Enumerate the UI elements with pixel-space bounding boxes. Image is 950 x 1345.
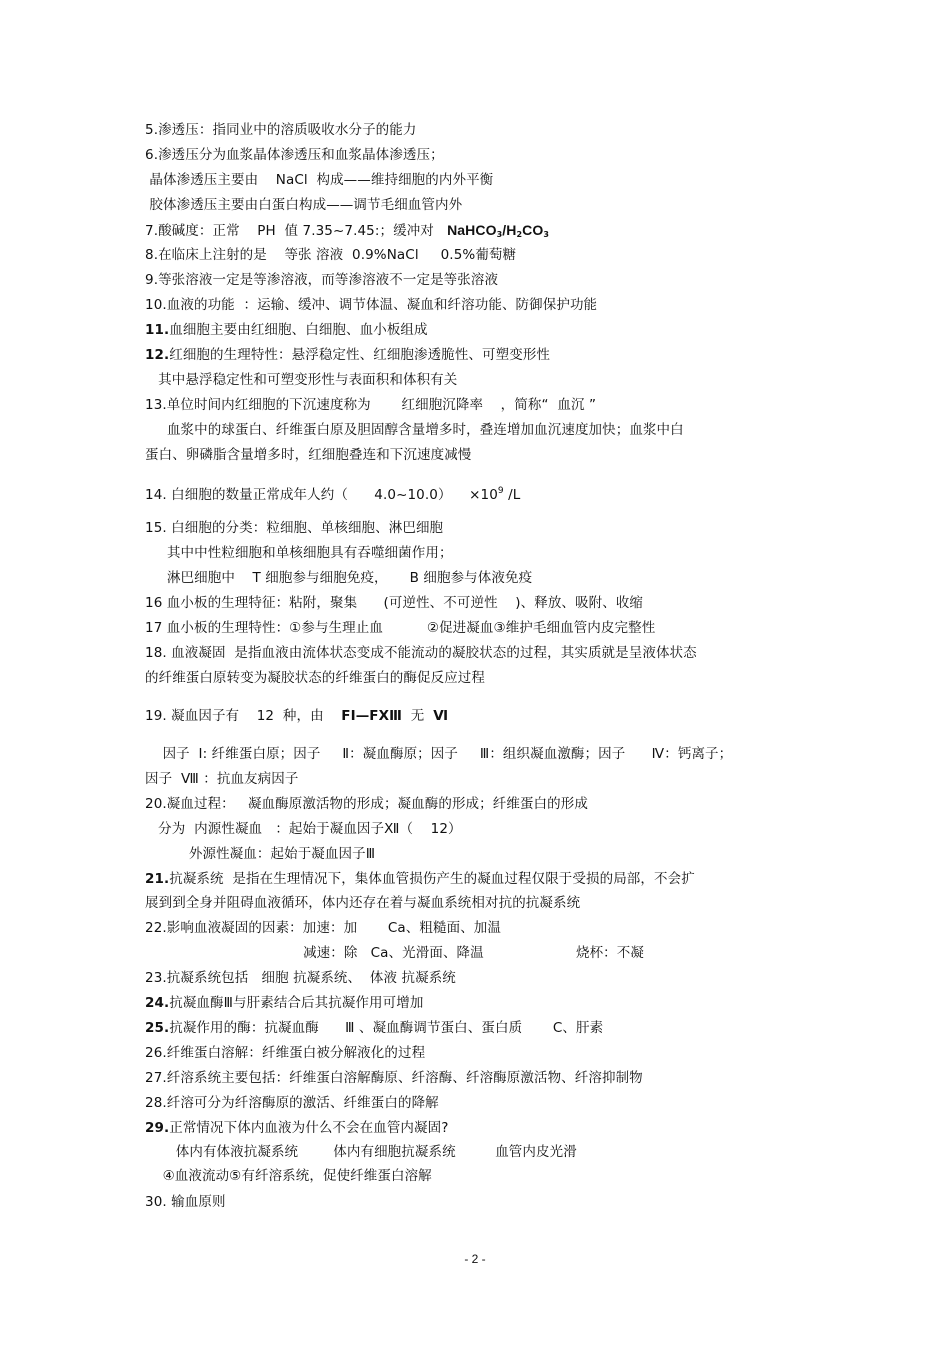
text-line [145, 421, 684, 439]
factor-range: FⅠ—FⅩⅢ [341, 708, 403, 724]
buffer-formula-part: CO [522, 222, 544, 238]
line-text: 正常情况下体内血液为什么不会在血管内凝固? [169, 1120, 449, 1136]
subscript: 3 [543, 230, 549, 239]
line-text: 因子 Ⅷ ：抗血友病因子 [145, 771, 299, 787]
line-text: 血细胞主要由红细胞、白细胞、血小板组成 [169, 322, 428, 338]
line-text: 8.在临床上注射的是 等张 溶液 0.9%NaCl 0.5%葡萄糖 [145, 247, 517, 263]
line-text: 其中悬浮稳定性和可塑变形性与表面积和体积有关 [145, 372, 458, 388]
buffer-formula-part: NaHCO [447, 222, 497, 238]
line-text: 晶体渗透压主要由 NaCl 构成——维持细胞的内外平衡 [145, 172, 494, 188]
text-line [145, 121, 416, 139]
text-line [145, 519, 443, 537]
line-text: 15. 白细胞的分类：粒细胞、单核细胞、淋巴细胞 [145, 520, 444, 536]
line-text: 分为 内源性凝血 ：起始于凝血因子Ⅻ（ 12） [145, 821, 462, 837]
factor-missing: Ⅵ [433, 708, 449, 724]
text-line [145, 482, 520, 504]
text-line [145, 944, 644, 962]
line-text: 17 血小板的生理特性：①参与生理止血 ②促进凝血③维护毛细血管内皮完整性 [145, 620, 656, 636]
item-number: 25. [145, 1020, 170, 1036]
line-text: 外源性凝血：起始于凝血因子Ⅲ [145, 846, 376, 862]
line-text: 27.纤溶系统主要包括：纤维蛋白溶解酶原、纤溶酶、纤溶酶原激活物、纤溶抑制物 [145, 1070, 643, 1086]
text-line [145, 594, 643, 612]
line-text: 胶体渗透压主要由白蛋白构成——调节毛细血管内外 [145, 197, 463, 213]
line-text: 30. 输血原则 [145, 1194, 226, 1210]
item-number: 29. [145, 1120, 170, 1136]
text-line [145, 271, 498, 289]
line-text: 无 [402, 708, 434, 724]
text-line [145, 1044, 425, 1062]
text-line [145, 196, 462, 214]
item-number: 11. [145, 322, 170, 338]
buffer-formula-part: /H [502, 222, 517, 238]
text-line [145, 1119, 448, 1137]
line-text: 因子 Ⅰ: 纤维蛋白原；因子 Ⅱ：凝血酶原；因子 Ⅲ：组织凝血激酶；因子 Ⅳ：钙离子； [145, 746, 733, 762]
line-text: ④血液流动⑤有纤溶系统，促使纤维蛋白溶解 [145, 1168, 432, 1184]
line-text: 血浆中的球蛋白、纤维蛋白原及胆固醇含量增多时，叠连增加血沉速度加快；血浆中白 [145, 422, 684, 438]
text-line [145, 619, 655, 637]
text-line [145, 446, 471, 464]
line-text: 抗凝作用的酶：抗凝血酶 Ⅲ 、凝血酶调节蛋白、蛋白质 C、肝素 [169, 1020, 604, 1036]
text-line [145, 644, 697, 662]
text-line [145, 1069, 643, 1087]
text-line [145, 371, 457, 389]
text-line [145, 146, 444, 164]
text-line [145, 1019, 603, 1037]
text-line [145, 919, 501, 937]
text-line [145, 296, 597, 314]
text-line [145, 246, 516, 264]
line-text: 26.纤维蛋白溶解：纤维蛋白被分解液化的过程 [145, 1045, 426, 1061]
line-text: 23.抗凝系统包括 细胞 抗凝系统、 体液 抗凝系统 [145, 970, 456, 986]
line-text: 14. 白细胞的数量正常成年人约（ 4.0~10.0） ×10 [145, 487, 498, 503]
item-number: 12. [145, 347, 170, 363]
text-line [145, 171, 493, 189]
line-text: 减速：除 Ca、光滑面、降温 烧杯：不凝 [145, 945, 644, 961]
line-text: 28.纤溶可分为纤溶酶原的激活、纤维蛋白的降解 [145, 1095, 439, 1111]
line-text: 展到到全身并阻碍血液循环，体内还存在着与凝血系统相对抗的抗凝系统 [145, 895, 581, 911]
superscript: 9 [497, 486, 504, 496]
subscript: 3 [496, 230, 503, 239]
text-line [145, 969, 456, 987]
line-text: 22.影响血液凝固的因素：加速：加 Ca、粗糙面、加温 [145, 920, 502, 936]
line-text: 19. 凝血因子有 12 种，由 [145, 708, 342, 724]
line-text: 6.渗透压分为血浆晶体渗透压和血浆晶体渗透压； [145, 147, 444, 163]
text-line [145, 669, 485, 687]
text-line [145, 845, 375, 863]
text-line [145, 820, 462, 838]
line-text: 淋巴细胞中 T 细胞参与细胞免疫， B 细胞参与体液免疫 [145, 570, 533, 586]
text-line [145, 745, 732, 763]
text-line [145, 795, 588, 813]
line-text: 16 血小板的生理特征：粘附，聚集 (可逆性、不可逆性 )、释放、吸附、收缩 [145, 595, 644, 611]
item-number: 21. [145, 871, 170, 887]
text-line [145, 770, 298, 788]
item-number: 24. [145, 995, 170, 1011]
line-text: 蛋白、卵磷脂含量增多时，红细胞叠连和下沉速度减慢 [145, 447, 472, 463]
line-text: 其中中性粒细胞和单核细胞具有吞噬细菌作用； [145, 545, 453, 561]
text-line [145, 1167, 432, 1185]
page-number: - 2 - [464, 1252, 486, 1266]
line-text: 抗凝血酶Ⅲ与肝素结合后其抗凝作用可增加 [169, 995, 424, 1011]
text-line [145, 321, 428, 339]
text-line [145, 221, 549, 244]
line-text: 红细胞的生理特性：悬浮稳定性、红细胞渗透脆性、可塑变形性 [169, 347, 551, 363]
line-text: 体内有体液抗凝系统 体内有细胞抗凝系统 血管内皮光滑 [145, 1144, 577, 1160]
line-text: 20.凝血过程： 凝血酶原激活物的形成；凝血酶的形成；纤维蛋白的形成 [145, 796, 588, 812]
line-text: 5.渗透压：指同业中的溶质吸收水分子的能力 [145, 122, 417, 138]
text-line [145, 346, 550, 364]
text-line [145, 569, 532, 587]
text-line [145, 994, 423, 1012]
text-line [145, 894, 580, 912]
line-text: 9.等张溶液一定是等渗溶液，而等渗溶液不一定是等张溶液 [145, 272, 499, 288]
line-text: /L [503, 487, 521, 503]
line-text: 10.血液的功能 ：运输、缓冲、调节体温、凝血和纤溶功能、防御保护功能 [145, 297, 598, 313]
line-text: 7.酸碱度：正常 PH 值 7.35~7.45:；缓冲对 [145, 223, 448, 239]
subscript: 2 [516, 230, 523, 239]
text-line [145, 1094, 439, 1112]
line-text: 抗凝系统 是指在生理情况下，集体血管损伤产生的凝血过程仅限于受损的局部，不会扩 [169, 871, 695, 887]
line-text: 的纤维蛋白原转变为凝胶状态的纤维蛋白的酶促反应过程 [145, 670, 485, 686]
text-line [145, 544, 453, 562]
line-text: 18. 血液凝固 是指血液由流体状态变成不能流动的凝胶状态的过程，其实质就是呈液体状态 [145, 645, 697, 661]
text-line [145, 396, 596, 414]
text-line [145, 707, 448, 725]
text-line [145, 1193, 226, 1211]
line-text: 13.单位时间内红细胞的下沉速度称为 红细胞沉降率 ，简称“ 血沉 ” [145, 397, 597, 413]
text-line [145, 870, 695, 888]
text-line [145, 1143, 577, 1161]
